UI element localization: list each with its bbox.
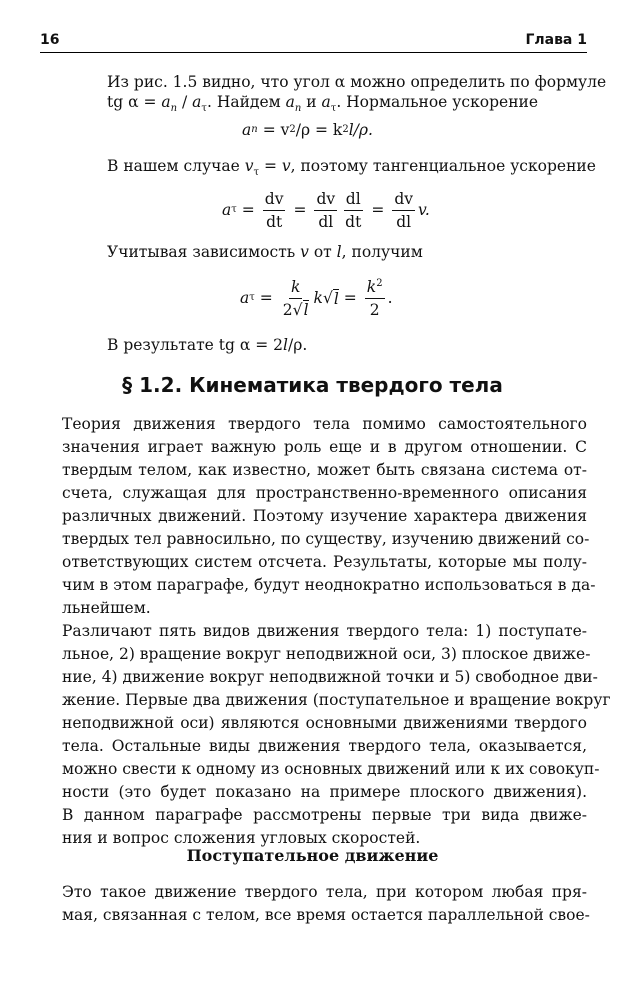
- para4-line: мая, связанная с телом, все время остается параллельной свое-: [62, 906, 590, 924]
- para1-line: чим в этом параграфе, будут неоднократно использоваться в да-: [62, 576, 596, 594]
- para2-line: ности (это будет показано на примере плоского движения).: [62, 783, 587, 801]
- fraction: $\frac{dl}{dt}$: [345, 189, 362, 231]
- para1-line: твердым телом, как известно, может быть связана система от-: [62, 461, 587, 479]
- equation-normal-acceleration: a n = v 2 /ρ = k 2 l/ρ.: [242, 121, 373, 139]
- para2-line: ние, 4) движение вокруг неподвижной точки и 5) свободное дви-: [62, 668, 598, 686]
- para3-line: ния и вопрос сложения угловых скоростей.: [62, 829, 421, 847]
- para2-line: неподвижной оси) являются основными движениями твердого: [62, 714, 587, 732]
- page-number: 16: [40, 32, 60, 48]
- chapter-label: Глава 1: [525, 32, 587, 48]
- para3-line: В данном параграфе рассмотрены первые три вида движе-: [62, 806, 587, 824]
- equation-tangential-acceleration: a τ = $\frac{dv}{dt}$ = $\frac{dv}{dl}$ $\frac{dl}{dt}$ = $\frac{dv}{dl}$ v.: [222, 189, 430, 231]
- fraction: $\frac{k^2}{2}$: [366, 277, 383, 319]
- section-title: § 1.2. Кинематика твердого тела: [122, 373, 503, 397]
- para1-line: различных движений. Поэтому изучение характера движения: [62, 507, 587, 525]
- para1-line: значения играет важную роль еще и в другом отношении. С: [62, 438, 587, 456]
- para1-line: льнейшем.: [62, 599, 151, 617]
- fraction: $\frac{dv}{dt}$: [264, 189, 284, 231]
- line-nash-sluchae: В нашем случае $v_\tau = v$, поэтому тангенциальное ускорение: [107, 157, 596, 179]
- para2-line: можно свести к одному из основных движений или к их совокуп-: [62, 760, 600, 778]
- line-uchityvaya: Учитывая зависимость v от l, получим: [107, 243, 423, 261]
- para2-line: жение. Первые два движения (поступательное и вращение вокруг: [62, 691, 611, 709]
- para2-line: льное, 2) вращение вокруг неподвижной оси, 3) плоское движе-: [62, 645, 591, 663]
- para2-line: тела. Остальные виды движения твердого тела, оказывается,: [62, 737, 587, 755]
- equation-tangential-result: a τ = $\frac{k}{2√l}$ k √ l = $\frac{k^2}{2}$ .: [240, 277, 393, 319]
- line-result: В результате tg α = 2l/ρ.: [107, 336, 308, 354]
- intro-line-2: tg $\alpha = a_n / a_\tau$. Найдем $a_n$ и $a_\tau$. Нормальное ускорение: [107, 93, 539, 115]
- para1-line: твердых тел равносильно, по существу, изучению движений со-: [62, 530, 590, 548]
- running-header: [40, 30, 587, 53]
- para1-line: Теория движения твердого тела помимо самостоятельного: [62, 415, 587, 433]
- intro-line-1: Из рис. 1.5 видно, что угол α можно определить по формуле: [107, 73, 607, 91]
- subsection-title: Поступательное движение: [186, 846, 439, 865]
- para2-line: Различают пять видов движения твердого тела: 1) поступате-: [62, 622, 587, 640]
- fraction: $\frac{dv}{dl}$: [316, 189, 336, 231]
- fraction: $\frac{k}{2√l}$: [282, 277, 309, 319]
- para1-line: счета, служащая для пространственно-временного описания: [62, 484, 587, 502]
- para4-line: Это такое движение твердого тела, при котором любая пря-: [62, 883, 587, 901]
- para1-line: ответствующих систем отсчета. Результаты, которые мы полу-: [62, 553, 587, 571]
- fraction: $\frac{dv}{dl}$: [394, 189, 414, 231]
